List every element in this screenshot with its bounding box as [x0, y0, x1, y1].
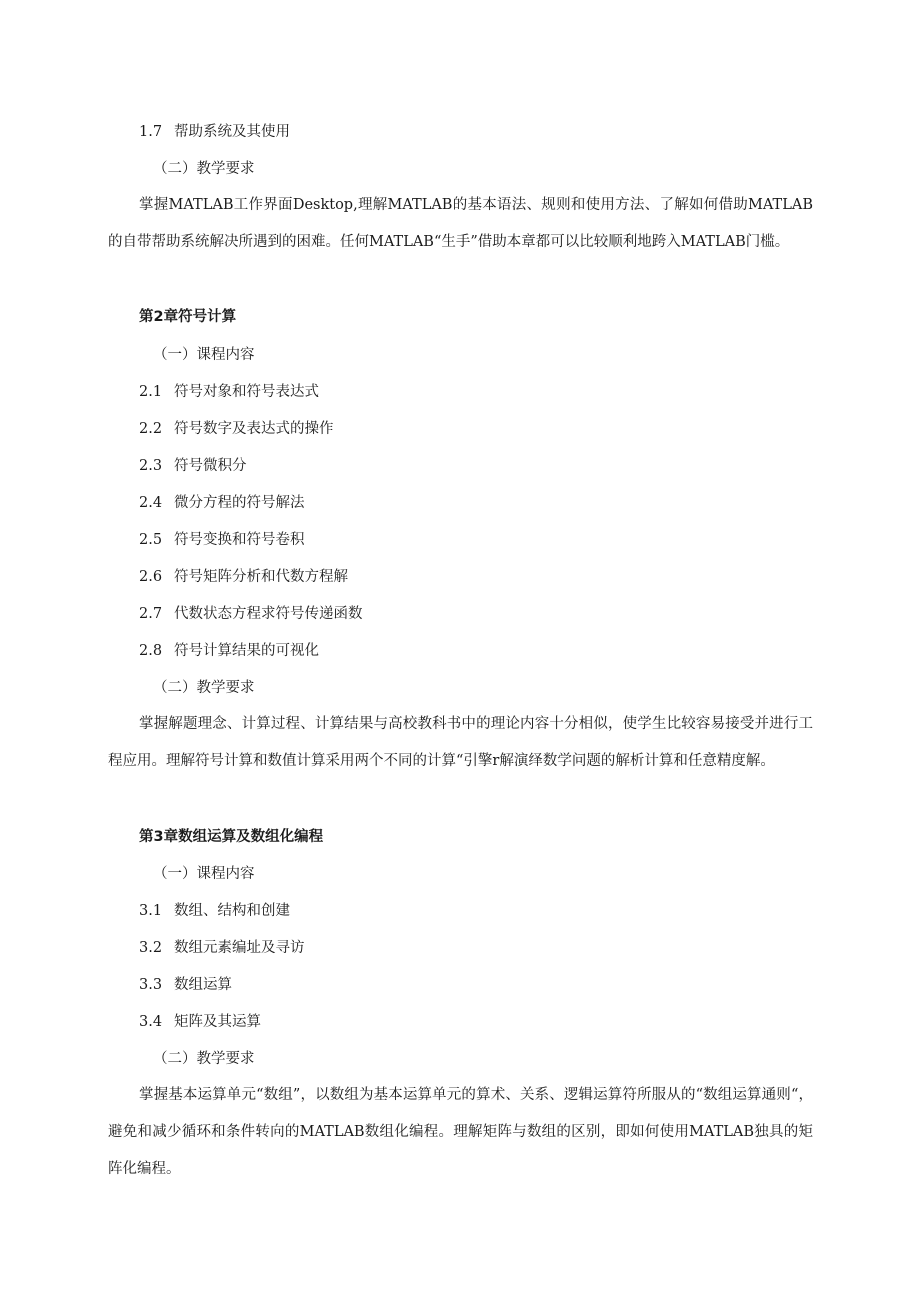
- chapter-3-title: 第3章数组运算及数组化编程: [139, 829, 324, 845]
- section-title: 微分方程的符号解法: [174, 495, 305, 511]
- section-3-2: [139, 938, 920, 958]
- section-number: 2.2: [139, 421, 163, 437]
- section-3-3: [139, 975, 920, 995]
- section-number: 2.4: [139, 495, 163, 511]
- teaching-requirements-text: 掌握MATLAB工作界面Desktop,理解MATLAB的基本语法、规则和使用方法、了解如何借助MATLAB的自带帮助系统解决所遇到的困难。任何MATLAB“生手”借助本章都可以比较顺利地跨入MATLAB门槛。: [108, 197, 813, 250]
- section-title: 符号计算结果的可视化: [174, 643, 319, 659]
- section-number: 2.8: [139, 643, 163, 659]
- section-number: 2.7: [139, 606, 163, 622]
- teaching-requirements-label: （二）教学要求: [153, 680, 255, 696]
- course-content-label: （一）课程内容: [153, 866, 255, 882]
- section-title: 代数状态方程求符号传递函数: [174, 606, 363, 622]
- section-title: 数组、结构和创建: [174, 903, 290, 919]
- section-2-3: [139, 456, 920, 476]
- section-2-1: [139, 382, 920, 402]
- chapter-2-title: 第2章符号计算: [139, 309, 237, 325]
- section-number: 3.1: [139, 903, 163, 919]
- section-title: 符号数字及表达式的操作: [174, 421, 334, 437]
- section-2-2: [139, 419, 920, 439]
- section-number: 3.2: [139, 940, 163, 956]
- section-title: 符号矩阵分析和代数方程解: [174, 569, 348, 585]
- course-content-label: （一）课程内容: [153, 347, 255, 363]
- teaching-requirements-label: （二）教学要求: [153, 161, 255, 177]
- section-2-6: [139, 567, 920, 587]
- section-number: 1.7: [139, 124, 163, 140]
- section-number: 3.3: [139, 977, 163, 993]
- section-number: 2.1: [139, 384, 163, 400]
- section-2-5: [139, 530, 920, 550]
- section-title: 符号对象和符号表达式: [174, 384, 319, 400]
- section-2-7: [139, 604, 920, 624]
- section-3-4: [139, 1012, 920, 1032]
- section-title: 数组运算: [174, 977, 232, 993]
- section-number: 3.4: [139, 1014, 163, 1030]
- section-title: 矩阵及其运算: [174, 1014, 261, 1030]
- section-title: 帮助系统及其使用: [174, 124, 290, 140]
- teaching-requirements-text: 掌握解题理念、计算过程、计算结果与高校教科书中的理论内容十分相似，使学生比较容易接受并进行工程应用。理解符号计算和数值计算采用两个不同的计算“引擎r解演绎数学问题的解析计算和任意精度解。: [108, 716, 813, 769]
- section-number: 2.6: [139, 569, 163, 585]
- teaching-requirements-text: 掌握基本运算单元“数组”，以数组为基本运算单元的算术、关系、逻辑运算符所服从的“数组运算通则“，避免和减少循环和条件转向的MATLAB数组化编程。理解矩阵与数组的区别，即如何使用MATLAB独具的矩阵化编程。: [108, 1087, 813, 1177]
- section-2-8: [139, 641, 920, 661]
- section-1-7: [139, 122, 920, 142]
- section-3-1: [139, 901, 920, 921]
- section-title: 符号微积分: [174, 458, 247, 474]
- section-2-4: [139, 493, 920, 513]
- teaching-requirements-label: （二）教学要求: [153, 1051, 255, 1067]
- section-number: 2.5: [139, 532, 163, 548]
- section-title: 数组元素编址及寻访: [174, 940, 305, 956]
- section-title: 符号变换和符号卷积: [174, 532, 305, 548]
- section-number: 2.3: [139, 458, 163, 474]
